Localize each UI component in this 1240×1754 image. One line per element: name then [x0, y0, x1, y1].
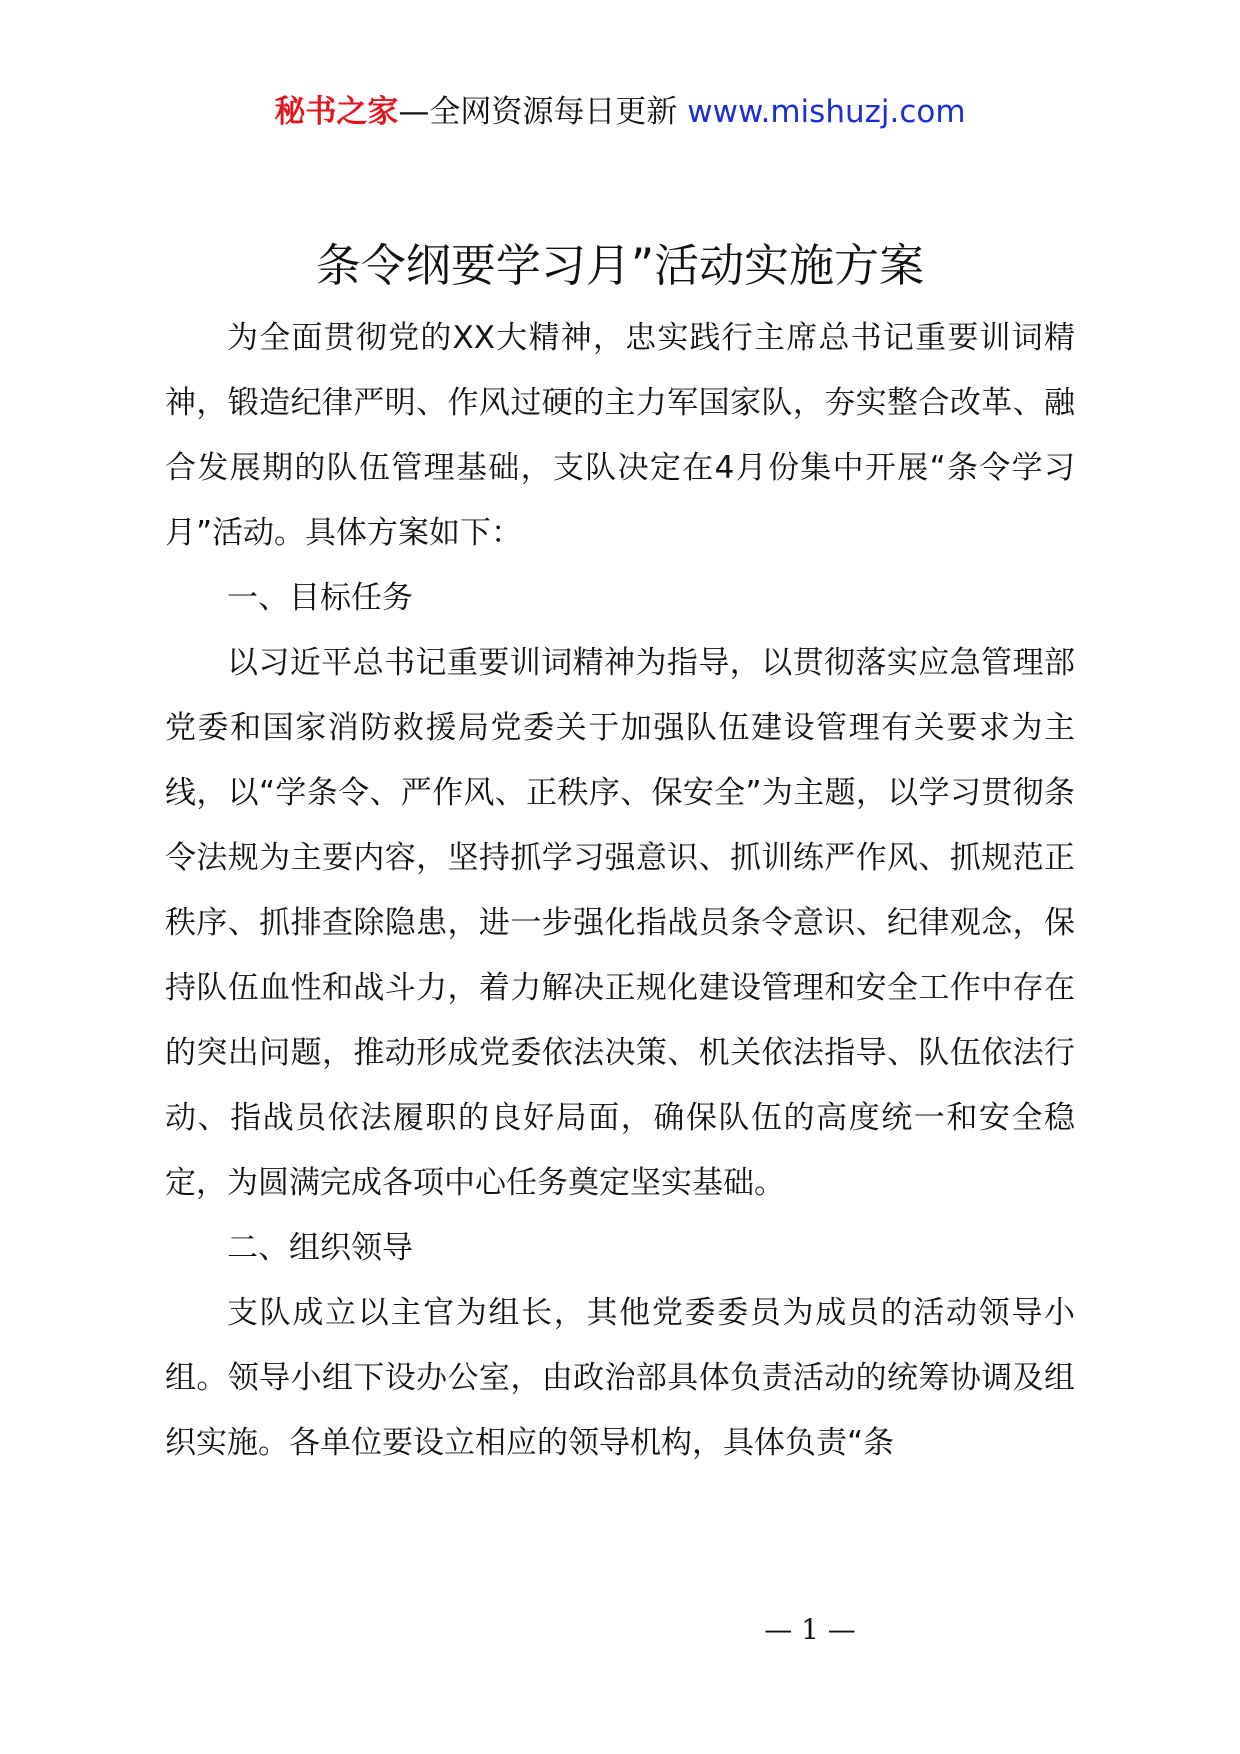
document-body	[165, 306, 1075, 1476]
goals-paragraph: 以习近平总书记重要训词精神为指导，以贯彻落实应急管理部党委和国家消防救援局党委关于加强队伍建设管理有关要求为主线，以“学条令、严作风、正秩序、保安全”为主题，以学习贯彻条令法规为主要内容，坚持抓学习强意识、抓训练严作风、抓规范正秩序、抓排查除隐患，进一步强化指战员条令意识、纪律观念，保持队伍血性和战斗力，着力解决正规化建设管理和安全工作中存在的突出问题，推动形成党委依法决策、机关依法指导、队伍依法行动、指战员依法履职的良好局面，确保队伍的高度统一和安全稳定，为圆满完成各项中心任务奠定坚实基础。	[165, 645, 1075, 1201]
section-heading-goals: 一、目标任务	[227, 580, 413, 616]
brand-name: 秘书之家	[274, 94, 399, 130]
page-number: — 1 —	[764, 1613, 856, 1646]
leadership-paragraph: 支队成立以主官为组长，其他党委委员为成员的活动领导小组。领导小组下设办公室，由政治部具体负责活动的统筹协调及组织实施。各单位要设立相应的领导机构，具体负责“条	[165, 1295, 1075, 1461]
intro-paragraph: 为全面贯彻党的XX大精神，忠实践行主席总书记重要训词精神，锻造纪律严明、作风过硬的主力军国家队，夯实整合改革、融合发展期的队伍管理基础，支队决定在4月份集中开展“条令学习月”活动。具体方案如下：	[165, 320, 1075, 551]
site-banner	[0, 92, 1240, 132]
banner-tagline: —全网资源每日更新	[398, 94, 688, 130]
document-title: 条令纲要学习月”活动实施方案	[315, 239, 925, 292]
section-heading-leadership: 二、组织领导	[227, 1230, 413, 1266]
site-url-link[interactable]: www.mishuzj.com	[687, 94, 966, 130]
